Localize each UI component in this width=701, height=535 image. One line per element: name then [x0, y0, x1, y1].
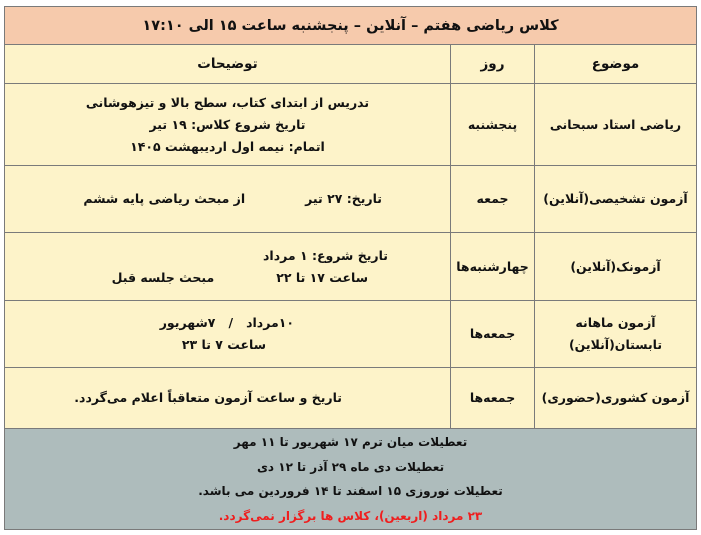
- note-line: تعطیلات دی ماه ۲۹ آذر تا ۱۲ دی: [256, 459, 445, 474]
- desc-announcement: تاریخ و ساعت آزمون متعاقباً اعلام می‌گردد.: [74, 390, 342, 405]
- header-row: [5, 45, 696, 84]
- row-topic-text: آزمون ماهانه: [575, 315, 656, 330]
- row-day: جمعه‌ها: [450, 301, 534, 367]
- table-title: کلاس ریاضی هفتم – آنلاین – پنجشنبه ساعت ۱۵ الی ۱۷:۱۰: [5, 7, 696, 45]
- holidays-notes: [5, 429, 696, 529]
- row-topic-text: آزمونک(آنلاین): [570, 258, 661, 274]
- header-day: روز: [450, 45, 534, 83]
- row-topic: [534, 233, 696, 300]
- row-topic-text: تابستان(آنلاین): [568, 337, 663, 352]
- row-desc: [5, 301, 450, 367]
- row-day: جمعه‌ها: [450, 368, 534, 428]
- row-desc: [5, 166, 450, 232]
- row-topic: [534, 368, 696, 428]
- table-row: [5, 84, 696, 166]
- desc-time: ساعت ۱۷ تا ۲۲: [276, 269, 368, 285]
- header-topic: موضوع: [534, 45, 696, 83]
- table-row: [5, 166, 696, 233]
- row-desc: [5, 233, 450, 300]
- header-desc: توضیحات: [197, 56, 258, 72]
- desc-subject: از مبحث ریاضی پایه ششم: [83, 191, 246, 206]
- note-alert: ۲۳ مرداد (اربعین)، کلاس ها برگزار نمی‌گردد.: [218, 508, 483, 523]
- row-topic: [534, 301, 696, 367]
- row-day: چهارشنبه‌ها: [450, 233, 534, 300]
- row-desc: [5, 368, 450, 428]
- row-desc: [5, 84, 450, 165]
- note-line: تعطیلات نوروزی ۱۵ اسفند تا ۱۴ فروردین می باشد.: [198, 484, 503, 498]
- desc-date: تاریخ: ۲۷ تیر: [305, 191, 382, 206]
- desc-line: تاریخ شروع کلاس: ۱۹ تیر: [149, 116, 306, 132]
- row-topic-text: آزمون تشخیصی(آنلاین): [543, 191, 688, 206]
- row-topic-text: آزمون کشوری(حضوری): [541, 390, 690, 405]
- row-topic: [534, 84, 696, 165]
- desc-line: تدریس از ابتدای کتاب، سطح بالا و تیزهوشانی: [85, 94, 370, 110]
- table-row: [5, 368, 696, 429]
- desc-line: اتمام: نیمه اول اردیبهشت ۱۴۰۵: [130, 138, 325, 154]
- row-topic: [534, 166, 696, 232]
- row-day: پنجشنبه: [450, 84, 534, 165]
- table-row: [5, 301, 696, 368]
- desc-start-date: تاریخ شروع: ۱ مرداد: [263, 247, 388, 263]
- desc-subject: مبحث جلسه قبل: [111, 269, 215, 285]
- desc-time: ساعت ۷ تا ۲۳: [181, 337, 266, 352]
- schedule-table: [4, 6, 697, 530]
- table-row: [5, 233, 696, 301]
- desc-dates: ۱۰مرداد / ۷شهریور: [159, 315, 294, 330]
- note-line: تعطیلات میان ترم ۱۷ شهریور تا ۱۱ مهر: [233, 435, 468, 449]
- row-day: جمعه: [450, 166, 534, 232]
- row-topic-text: ریاضی استاد سبحانی: [549, 116, 682, 132]
